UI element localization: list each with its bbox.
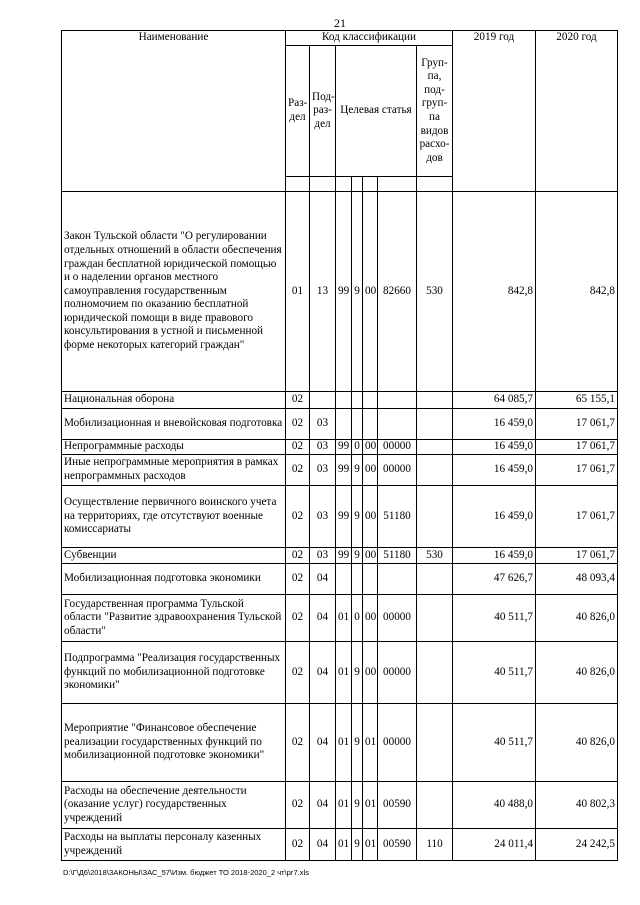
- row-target-subprogram: 9: [352, 192, 363, 392]
- row-target-subprogram: 9: [352, 455, 363, 486]
- row-value-2020: 17 061,7: [536, 440, 618, 455]
- row-subsection: 03: [310, 548, 336, 564]
- row-target-direction: [378, 409, 417, 440]
- row-name: Мобилизационная и вневойсковая подготовка: [62, 409, 286, 440]
- row-subsection: 03: [310, 486, 336, 548]
- row-name: Иные непрограммные мероприятия в рамках непрограммных расходов: [62, 455, 286, 486]
- table-row: [62, 392, 618, 409]
- row-target-direction: [378, 392, 417, 409]
- row-section: 02: [286, 564, 310, 595]
- header-spacer-cell: [286, 177, 310, 192]
- row-expense-group: [417, 595, 453, 642]
- row-target-subprogram: 9: [352, 829, 363, 861]
- header-year-2020: 2020 год: [536, 31, 618, 192]
- row-target-direction: 00000: [378, 440, 417, 455]
- row-target-direction: 82660: [378, 192, 417, 392]
- row-subsection: 04: [310, 782, 336, 829]
- row-value-2019: 40 511,7: [453, 595, 536, 642]
- row-target-program: 01: [336, 829, 352, 861]
- table-row: [62, 548, 618, 564]
- row-expense-group: 530: [417, 192, 453, 392]
- row-expense-group: [417, 782, 453, 829]
- row-value-2020: 17 061,7: [536, 455, 618, 486]
- row-value-2020: 17 061,7: [536, 486, 618, 548]
- row-section: 01: [286, 192, 310, 392]
- row-subsection: [310, 392, 336, 409]
- row-target-subprogram: 9: [352, 782, 363, 829]
- row-name: Расходы на обеспечение деятельности (оказание услуг) государственных учреждений: [62, 782, 286, 829]
- row-target-direction: 51180: [378, 548, 417, 564]
- row-target-program: 01: [336, 782, 352, 829]
- row-section: 02: [286, 548, 310, 564]
- header-spacer-cell: [336, 177, 352, 192]
- row-name: Непрограммные расходы: [62, 440, 286, 455]
- row-target-subprogram: 9: [352, 548, 363, 564]
- row-subsection: 03: [310, 455, 336, 486]
- row-target-event: 00: [363, 486, 378, 548]
- row-target-subprogram: [352, 564, 363, 595]
- row-section: 02: [286, 829, 310, 861]
- row-value-2019: 47 626,7: [453, 564, 536, 595]
- row-target-event: 01: [363, 782, 378, 829]
- row-value-2020: 842,8: [536, 192, 618, 392]
- row-expense-group: [417, 440, 453, 455]
- header-spacer-cell: [363, 177, 378, 192]
- row-expense-group: 110: [417, 829, 453, 861]
- row-target-event: 00: [363, 440, 378, 455]
- row-target-event: 00: [363, 595, 378, 642]
- row-target-event: 01: [363, 829, 378, 861]
- row-value-2020: 40 826,0: [536, 595, 618, 642]
- row-target-event: 00: [363, 192, 378, 392]
- row-target-event: 00: [363, 455, 378, 486]
- row-value-2019: 16 459,0: [453, 409, 536, 440]
- table-row: [62, 782, 618, 829]
- file-path-footer: D:\Г\Д6\2018\ЗАКОНЫ\ЗАС_57\Изм. бюджет ТО 2018-2020_2 чт\рг7.xls: [63, 868, 309, 877]
- table-row: [62, 486, 618, 548]
- row-name: Подпрограмма "Реализация государственных функций по мобилизационной подготовке экономики": [62, 642, 286, 704]
- row-target-subprogram: [352, 392, 363, 409]
- row-subsection: 04: [310, 704, 336, 782]
- row-value-2019: 64 085,7: [453, 392, 536, 409]
- row-target-program: 99: [336, 455, 352, 486]
- row-value-2020: 24 242,5: [536, 829, 618, 861]
- row-target-program: [336, 392, 352, 409]
- row-value-2019: 40 488,0: [453, 782, 536, 829]
- row-name: Субвенции: [62, 548, 286, 564]
- row-target-direction: 00590: [378, 782, 417, 829]
- row-expense-group: [417, 564, 453, 595]
- row-target-program: 01: [336, 595, 352, 642]
- row-expense-group: [417, 486, 453, 548]
- row-expense-group: [417, 704, 453, 782]
- row-target-direction: 00590: [378, 829, 417, 861]
- row-section: 02: [286, 455, 310, 486]
- row-name: Национальная оборона: [62, 392, 286, 409]
- row-value-2020: 40 826,0: [536, 642, 618, 704]
- row-target-program: [336, 564, 352, 595]
- row-value-2020: 40 826,0: [536, 704, 618, 782]
- row-target-program: 99: [336, 440, 352, 455]
- row-target-direction: [378, 564, 417, 595]
- row-target-event: [363, 392, 378, 409]
- row-subsection: 03: [310, 440, 336, 455]
- table-row: [62, 829, 618, 861]
- row-target-subprogram: [352, 409, 363, 440]
- header-section: Раз-дел: [286, 46, 310, 177]
- row-section: 02: [286, 392, 310, 409]
- row-target-program: 99: [336, 548, 352, 564]
- budget-table: [61, 30, 618, 861]
- row-target-subprogram: 9: [352, 642, 363, 704]
- row-value-2020: 40 802,3: [536, 782, 618, 829]
- header-spacer-cell: [352, 177, 363, 192]
- row-expense-group: [417, 409, 453, 440]
- row-section: 02: [286, 642, 310, 704]
- row-expense-group: [417, 642, 453, 704]
- row-subsection: 13: [310, 192, 336, 392]
- row-target-event: [363, 564, 378, 595]
- row-section: 02: [286, 782, 310, 829]
- table-row: [62, 455, 618, 486]
- row-expense-group: [417, 455, 453, 486]
- row-target-direction: 00000: [378, 595, 417, 642]
- table-row: [62, 440, 618, 455]
- row-subsection: 04: [310, 642, 336, 704]
- header-year-2019: 2019 год: [453, 31, 536, 192]
- header-spacer-cell: [310, 177, 336, 192]
- row-name: Расходы на выплаты персоналу казенных учреждений: [62, 829, 286, 861]
- row-target-subprogram: 9: [352, 704, 363, 782]
- row-section: 02: [286, 704, 310, 782]
- table-row: [62, 409, 618, 440]
- row-section: 02: [286, 409, 310, 440]
- row-target-subprogram: 9: [352, 486, 363, 548]
- header-classification-code: Код классификации: [286, 31, 453, 46]
- row-section: 02: [286, 440, 310, 455]
- header-subsection: Под-раз-дел: [310, 46, 336, 177]
- row-target-subprogram: 0: [352, 595, 363, 642]
- header-name: Наименование: [62, 31, 286, 192]
- row-target-program: 01: [336, 704, 352, 782]
- row-subsection: 04: [310, 564, 336, 595]
- row-target-program: 01: [336, 642, 352, 704]
- row-value-2020: 17 061,7: [536, 548, 618, 564]
- row-target-subprogram: 0: [352, 440, 363, 455]
- row-target-program: [336, 409, 352, 440]
- table-row: [62, 595, 618, 642]
- header-spacer-cell: [378, 177, 417, 192]
- row-target-direction: 00000: [378, 455, 417, 486]
- header-expense-group: Груп-па, под-груп-па видов расхо-дов: [417, 46, 453, 177]
- row-target-direction: 51180: [378, 486, 417, 548]
- row-value-2020: 48 093,4: [536, 564, 618, 595]
- row-target-program: 99: [336, 192, 352, 392]
- row-value-2019: 40 511,7: [453, 642, 536, 704]
- row-target-event: 01: [363, 704, 378, 782]
- row-value-2019: 16 459,0: [453, 486, 536, 548]
- row-value-2020: 65 155,1: [536, 392, 618, 409]
- row-value-2020: 17 061,7: [536, 409, 618, 440]
- row-expense-group: [417, 392, 453, 409]
- table-row: [62, 564, 618, 595]
- row-name: Осуществление первичного воинского учета на территориях, где отсутствуют военные комиссариаты: [62, 486, 286, 548]
- row-value-2019: 16 459,0: [453, 455, 536, 486]
- row-value-2019: 842,8: [453, 192, 536, 392]
- row-name: Мобилизационная подготовка экономики: [62, 564, 286, 595]
- row-expense-group: 530: [417, 548, 453, 564]
- row-name: Мероприятие "Финансовое обеспечение реализации государственных функций по мобилизационной подготовке экономики": [62, 704, 286, 782]
- row-target-direction: 00000: [378, 642, 417, 704]
- row-target-program: 99: [336, 486, 352, 548]
- row-name: Государственная программа Тульской области "Развитие здравоохранения Тульской области": [62, 595, 286, 642]
- row-value-2019: 16 459,0: [453, 548, 536, 564]
- row-target-event: 00: [363, 548, 378, 564]
- row-subsection: 04: [310, 829, 336, 861]
- row-section: 02: [286, 486, 310, 548]
- table-row: [62, 192, 618, 392]
- row-target-event: [363, 409, 378, 440]
- row-subsection: 03: [310, 409, 336, 440]
- row-target-direction: 00000: [378, 704, 417, 782]
- page-number: 21: [334, 16, 346, 30]
- table-row: [62, 704, 618, 782]
- row-subsection: 04: [310, 595, 336, 642]
- header-target-article: Целевая статья: [336, 46, 417, 177]
- row-value-2019: 24 011,4: [453, 829, 536, 861]
- row-target-event: 00: [363, 642, 378, 704]
- row-value-2019: 16 459,0: [453, 440, 536, 455]
- row-value-2019: 40 511,7: [453, 704, 536, 782]
- row-name: Закон Тульской области "О регулировании отдельных отношений в области обеспечения граждан бесплатной юридической помощью и о наделении органов местного самоуправления государственным полномочием по оказанию бесплатной юридической помощи в виде правового консультирования в устной и письменной форме некоторых категорий граждан": [62, 192, 286, 392]
- table-row: [62, 642, 618, 704]
- row-section: 02: [286, 595, 310, 642]
- header-spacer-cell: [417, 177, 453, 192]
